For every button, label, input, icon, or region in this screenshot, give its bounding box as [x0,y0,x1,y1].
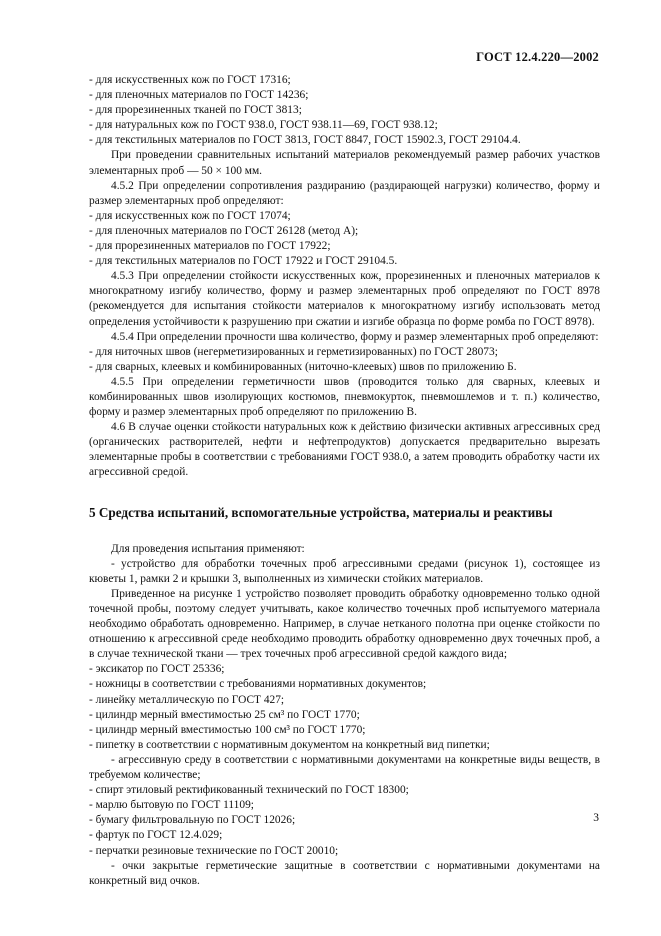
paragraph: - устройство для обработки точечных проб агрессивными средами (рисунок 1), состоящее из кюветы 1, рамки 2 и крышки 3, выполненных из химически стойких материалов. [89,557,600,585]
paragraph: Для проведения испытания применяют: [111,542,305,555]
list-item: - для прорезиненных материалов по ГОСТ 17922; [89,240,331,253]
list-item: - для пленочных материалов по ГОСТ 14236; [89,89,309,102]
paragraph: 4.5.2 При определении сопротивления раздиранию (раздирающей нагрузки) количество, форму и размер элементарных проб определяют: [89,179,600,207]
paragraph: 4.6 В случае оценки стойкости натуральных кож к действию физически активных агрессивных сред (органических растворителей, нефти и нефтепродуктов) допускается предварительно вырезать элементарные пробы в соответствии с требованиями ГОСТ 938.0, а затем проводить обработку части их агрессивной средой. [89,421,600,479]
list-item: - для ниточных швов (негерметизированных и герметизированных) по ГОСТ 28073; [89,345,498,358]
list-item: - линейку металлическую по ГОСТ 427; [89,693,285,706]
page-number: 3 [593,812,599,824]
section-5-title: 5 Средства испытаний, вспомогательные устройства, материалы и реактивы [89,504,553,520]
list-item: - для искусственных кож по ГОСТ 17316; [89,74,291,86]
list-item: - марлю бытовую по ГОСТ 11109; [89,799,254,812]
paragraph: - агрессивную среду в соответствии с нормативными документами на конкретные виды веществ, в требуемом количестве; [89,753,600,782]
list-item: - для сварных, клеевых и комбинированных (ниточно-клеевых) швов по приложению Б. [89,360,517,373]
paragraph: - очки закрытые герметические защитные в соответствии с нормативными документами на конкретный вид очков. [89,859,600,887]
list-item: - для текстильных материалов по ГОСТ 3813, ГОСТ 8847, ГОСТ 15902.3, ГОСТ 29104.4. [89,134,521,147]
list-item: - бумагу фильтровальную по ГОСТ 12026; [89,814,296,827]
list-item: - пипетку в соответствии с нормативным документом на конкретный вид пипетки; [89,738,490,751]
document-header: ГОСТ 12.4.220—2002 [476,50,599,64]
list-item: - спирт этиловый ректификованный технический по ГОСТ 18300; [89,784,409,797]
page-body [89,73,600,889]
list-item: - эксикатор по ГОСТ 25336; [89,663,225,676]
list-item: - перчатки резиновые технические по ГОСТ 20010; [89,844,339,857]
paragraph: При проведении сравнительных испытаний материалов рекомендуемый размер рабочих участков элементарных проб — 50 × 100 мм. [89,149,600,177]
section-5-body [89,542,600,889]
paragraph: Приведенное на рисунке 1 устройство позволяет проводить обработку одновременно только одной точечной пробы, поэтому следует учитывать, какое количество точечных проб испытуемого материала необходимо обработать одновременно. Например, в случае нетканого полотна при оценке стойкости по отношению к агрессивной среде необходимо проводить обработку одновременно двух точечных проб, а в случае технической ткани — трех точечных проб агрессивной средой каждого вида; [89,587,600,661]
list-item: - для текстильных материалов по ГОСТ 17922 и ГОСТ 29104.5. [89,255,398,268]
paragraph: 4.5.4 При определении прочности шва количество, форму и размер элементарных проб определяют: [111,330,599,343]
list-item: - цилиндр мерный вместимостью 100 см³ по ГОСТ 1770; [89,723,366,736]
paragraph: 4.5.5 При определении герметичности швов (проводится только для сварных, клеевых и комбинированных швов изолирующих костюмов, пневмокурток, пневмошлемов и т. п.) количество, форму и размер элементарных проб определяют по приложению В. [89,375,600,419]
list-item: - для натуральных кож по ГОСТ 938.0, ГОСТ 938.11—69, ГОСТ 938.12; [89,119,438,132]
list-item: - для пленочных материалов по ГОСТ 26128 (метод А); [89,224,359,237]
paragraph: 4.5.3 При определении стойкости искусственных кож, прорезиненных и пленочных материалов к многократному изгибу количество, форму и размер элементарных проб определяют по ГОСТ 8978 (рекомендуется для испытания стойкости материалов к многократному изгибу использовать метод определения устойчивости к разрушению при сжатии и изгибе образца по форме ромба по ГОСТ 8978). [89,270,600,328]
list-item: - фартук по ГОСТ 12.4.029; [89,829,223,842]
list-item: - цилиндр мерный вместимостью 25 см³ по ГОСТ 1770; [89,708,360,721]
list-item: - для искусственных кож по ГОСТ 17074; [89,209,291,222]
section-4-continuation [89,73,600,481]
list-item: - для прорезиненных тканей по ГОСТ 3813; [89,104,302,117]
list-item: - ножницы в соответствии с требованиями нормативных документов; [89,678,427,691]
